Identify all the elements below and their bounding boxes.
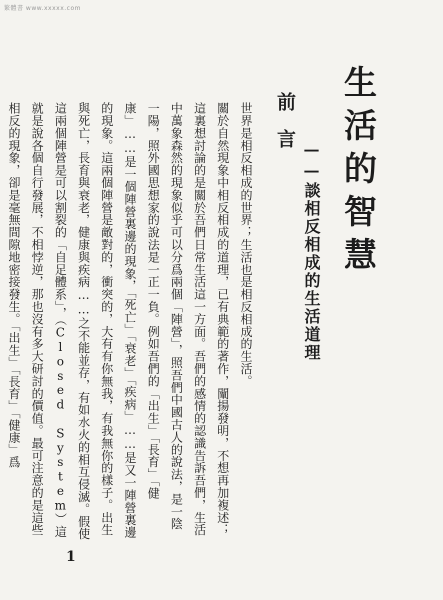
chapter-title: 生活的智慧	[339, 65, 378, 280]
watermark-text: 繁體書 www.xxxxx.com	[4, 5, 81, 12]
chapter-subtitle: ——談相反相成的生活道理	[302, 140, 321, 362]
section-heading: 前言	[274, 92, 296, 166]
paragraph-1: 世界是相反相成的世界；生活也是相反相成的生活。	[239, 102, 253, 388]
paragraph-2: 關於自然現象中相反相成的道理，已有典範的著作，闡揚發明，不想再加複述；這裏想討論的是關於吾們日常生活這一方面。吾們的感情的認識告訴吾們，生活中萬象森然的現象似乎可以分爲兩個「陣營」，照吾們中國古人的說法，是一陰一陽，照外國思想家的說法是一正一負。例如吾們的「出生」「長育」「健康」……是一個陣營裏邊的現象，「死亡」「衰老」「疾病」……是又一陣營裏邊的現象。這兩個陣營是敵對的，衝突的，大有有你無我，有我無你的樣子。出生與死亡，長育與衰老，健康與疾病……之不能並存，有如水火的相互侵滅。假使這兩個陣營是可以割裂的「自足體系」，（Closed System）這就是說各個自行發展，不相悖逆，那也沒有多大研討的價值。最可注意的是這些相反的現象，卻是毫無間隙地密接發生。「出生」「長育」「健康」爲	[6, 102, 230, 540]
page-number: 1	[66, 549, 76, 565]
body-text	[2, 102, 257, 542]
